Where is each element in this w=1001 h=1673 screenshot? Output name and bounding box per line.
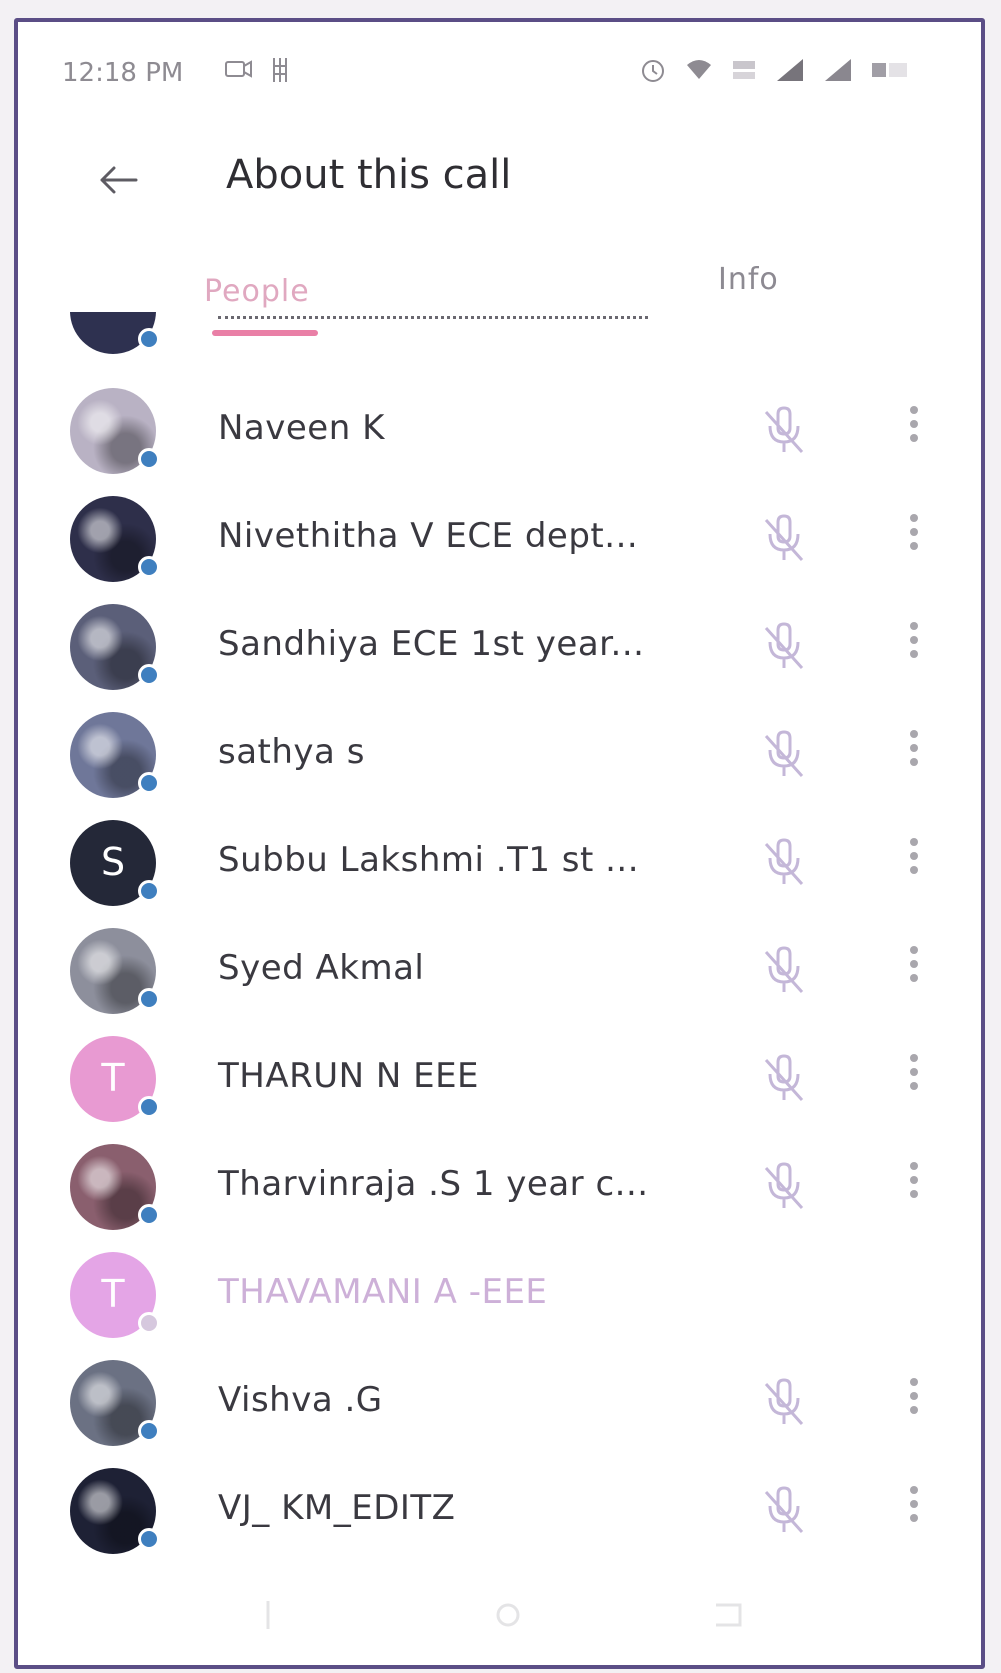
presence-dot	[138, 1312, 160, 1334]
mic-off-icon	[758, 512, 808, 568]
mic-off-icon	[758, 404, 808, 460]
presence-dot	[138, 1204, 160, 1226]
participant-row[interactable]	[18, 1352, 981, 1456]
system-nav-bar	[18, 1581, 981, 1651]
participant-name: Vishva .G	[218, 1380, 383, 1420]
participant-name: VJ_ KM_EDITZ	[218, 1488, 456, 1528]
list-item-partial	[18, 312, 981, 360]
avatar-letter: T	[101, 1272, 125, 1316]
status-bar	[18, 50, 981, 98]
video-icon	[224, 56, 254, 82]
more-options-icon[interactable]	[904, 726, 924, 782]
presence-dot	[138, 988, 160, 1010]
more-options-icon[interactable]	[904, 942, 924, 998]
participant-name: Syed Akmal	[218, 948, 425, 988]
more-options-icon[interactable]	[904, 402, 924, 458]
home-icon[interactable]	[488, 1595, 528, 1635]
participant-name: THAVAMANI A -EEE	[218, 1272, 548, 1312]
participant-row[interactable]	[18, 1136, 981, 1240]
participant-name: sathya s	[218, 732, 365, 772]
participant-row[interactable]	[18, 596, 981, 700]
mic-off-icon	[758, 620, 808, 676]
signal-icon	[823, 57, 853, 83]
mic-off-icon	[758, 836, 808, 892]
battery-icon	[871, 59, 911, 81]
presence-dot	[138, 1528, 160, 1550]
tab-info[interactable]: Info	[718, 262, 779, 297]
alarm-icon	[639, 56, 667, 84]
app-bar	[18, 132, 981, 222]
participant-name: Sandhiya ECE 1st year...	[218, 624, 645, 664]
wifi-icon	[685, 59, 713, 81]
participant-name: Subbu Lakshmi .T1 st ...	[218, 840, 640, 880]
participant-row[interactable]	[18, 1460, 981, 1564]
presence-dot	[138, 448, 160, 470]
mic-off-icon	[758, 944, 808, 1000]
arrow-left-icon[interactable]	[90, 152, 146, 208]
more-options-icon[interactable]	[904, 1050, 924, 1106]
mic-off-icon	[758, 728, 808, 784]
presence-dot	[138, 772, 160, 794]
more-options-icon[interactable]	[904, 1158, 924, 1214]
more-options-icon[interactable]	[904, 510, 924, 566]
presence-dot	[138, 1096, 160, 1118]
participant-row[interactable]	[18, 1244, 981, 1348]
status-right-icons	[639, 56, 911, 84]
mic-off-icon	[758, 1484, 808, 1540]
mic-off-icon	[758, 1376, 808, 1432]
participant-name: Tharvinraja .S 1 year c...	[218, 1164, 649, 1204]
participant-name: Nivethitha V ECE dept...	[218, 516, 639, 556]
more-options-icon[interactable]	[904, 618, 924, 674]
mic-off-icon	[758, 1160, 808, 1216]
presence-dot	[138, 880, 160, 902]
mic-off-icon	[758, 1052, 808, 1108]
participant-row[interactable]	[18, 380, 981, 484]
participant-row[interactable]	[18, 488, 981, 592]
more-options-icon[interactable]	[904, 834, 924, 890]
back-nav-icon[interactable]	[708, 1595, 748, 1635]
participant-row[interactable]	[18, 920, 981, 1024]
presence-dot	[138, 328, 160, 350]
partial-name	[218, 316, 648, 329]
presence-dot	[138, 556, 160, 578]
usb-debug-icon	[268, 56, 292, 84]
participant-name: THARUN N EEE	[218, 1056, 480, 1096]
participant-name: Naveen K	[218, 408, 385, 448]
more-options-icon[interactable]	[904, 1374, 924, 1430]
volte-icon	[731, 57, 757, 83]
avatar-letter: T	[101, 1056, 125, 1100]
tab-people[interactable]: People	[204, 274, 310, 309]
page-title: About this call	[226, 152, 512, 198]
participant-row[interactable]	[18, 704, 981, 808]
more-options-icon[interactable]	[904, 1482, 924, 1538]
participant-row[interactable]	[18, 1028, 981, 1132]
phone-screen	[14, 18, 985, 1669]
signal-icon	[775, 57, 805, 83]
presence-dot	[138, 664, 160, 686]
presence-dot	[138, 1420, 160, 1442]
menu-icon[interactable]	[248, 1595, 288, 1635]
status-left-icons	[224, 56, 292, 84]
participant-row[interactable]	[18, 812, 981, 916]
status-time: 12:18 PM	[62, 58, 184, 88]
avatar-letter: S	[100, 840, 126, 884]
